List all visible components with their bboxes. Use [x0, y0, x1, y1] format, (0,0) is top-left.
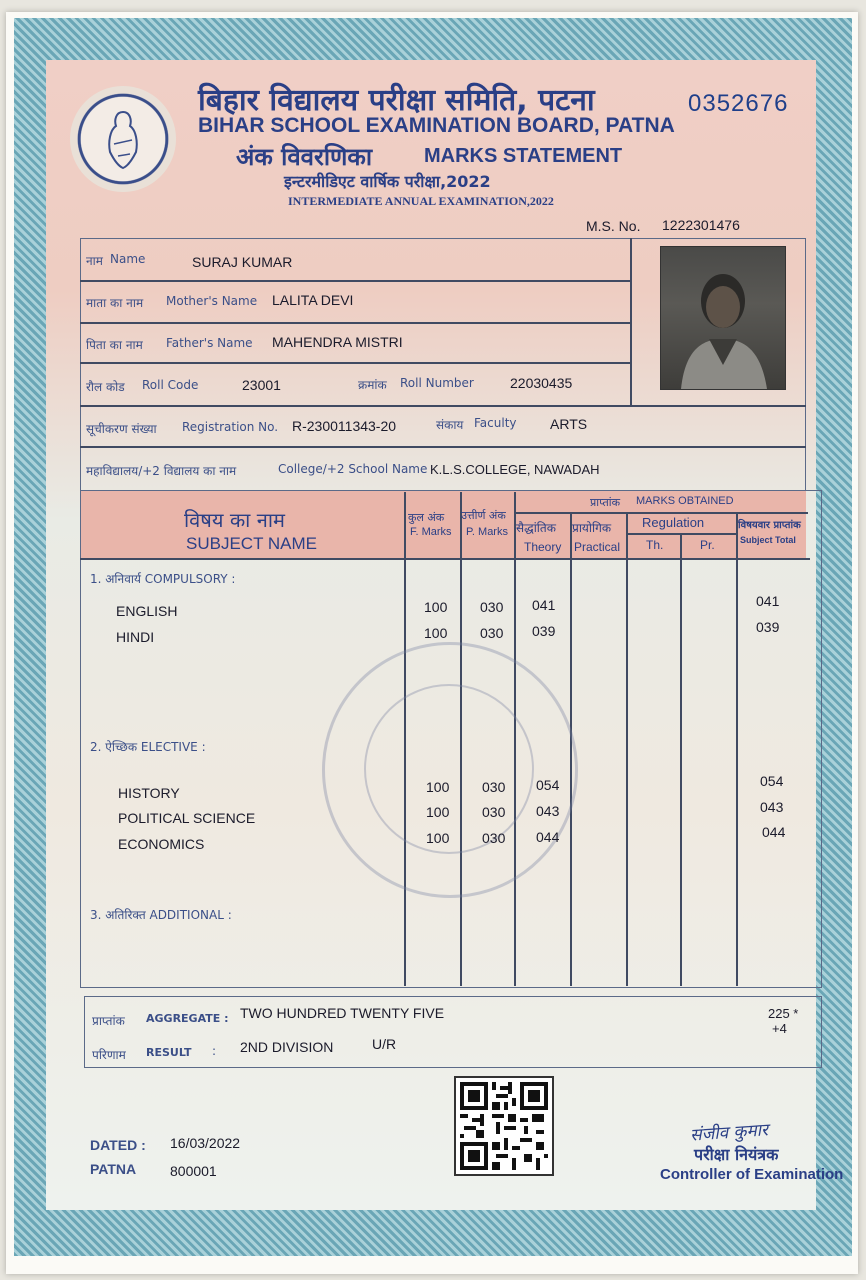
- mother-name: LALITA DEVI: [272, 292, 354, 308]
- divider: [630, 238, 632, 406]
- pin-code: 800001: [170, 1163, 217, 1179]
- board-title-hindi: बिहार विद्यालय परीक्षा समिति, पटना: [198, 83, 595, 118]
- divider: [80, 446, 806, 448]
- divider: [80, 405, 806, 407]
- aggregate-grace-marks: +4: [772, 1021, 787, 1036]
- theory-marks: 039: [532, 623, 556, 639]
- aggregate-label-en: AGGREGATE :: [146, 1012, 229, 1025]
- regulation-theory-header: Th.: [646, 538, 664, 552]
- result-category: U/R: [372, 1036, 397, 1052]
- divider: [626, 533, 738, 535]
- issue-date: 16/03/2022: [170, 1135, 241, 1151]
- theory-header-hi: सैद्धांतिक: [516, 521, 556, 535]
- divider: [680, 534, 682, 986]
- exam-title-hindi: इन्टरमीडिएट वार्षिक परीक्षा,2022: [284, 172, 491, 191]
- roll-code-label-en: Roll Code: [142, 378, 199, 392]
- faculty-label-en: Faculty: [474, 416, 517, 430]
- pass-marks: 030: [480, 625, 504, 641]
- result-colon: :: [212, 1044, 217, 1058]
- full-marks-header-en: F. Marks: [410, 526, 452, 538]
- college-label-en: College/+2 School Name: [278, 462, 428, 476]
- practical-header-hi: प्रायोगिक: [572, 521, 612, 535]
- full-marks: 100: [426, 830, 450, 846]
- ms-number: 1222301476: [662, 217, 740, 233]
- theory-header-en: Theory: [524, 540, 562, 554]
- controller-title-hindi: परीक्षा नियंत्रक: [694, 1145, 779, 1164]
- exam-title-english: INTERMEDIATE ANNUAL EXAMINATION,2022: [288, 194, 554, 208]
- student-photo: [660, 246, 786, 390]
- board-logo-emblem: [70, 86, 176, 192]
- roll-number: 22030435: [510, 375, 573, 391]
- theory-marks: 041: [532, 597, 556, 613]
- theory-marks: 044: [536, 829, 560, 845]
- roll-number-label-en: Roll Number: [400, 376, 474, 390]
- subject-total-header-en: Subject Total: [740, 535, 796, 545]
- mother-label-en: Mother's Name: [166, 294, 258, 308]
- roll-number-label-hi: क्रमांक: [358, 378, 387, 392]
- subject-name: ECONOMICS: [118, 836, 205, 852]
- practical-header-en: Practical: [574, 540, 621, 554]
- aggregate-result-box: [84, 996, 822, 1068]
- subject-name: POLITICAL SCIENCE: [118, 810, 256, 826]
- father-name: MAHENDRA MISTRI: [272, 334, 403, 350]
- full-marks: 100: [424, 625, 448, 641]
- regulation-header: Regulation: [642, 515, 705, 530]
- registration-label-en: Registration No.: [182, 420, 279, 434]
- registration-label-hi: सूचीकरण संख्या: [86, 422, 157, 436]
- subject-total: 044: [762, 824, 786, 840]
- result-label-hi: परिणाम: [92, 1048, 126, 1062]
- pass-marks: 030: [480, 599, 504, 615]
- college-label-hi: महाविद्यालय/+2 विद्यालय का नाम: [86, 464, 237, 478]
- theory-marks: 043: [536, 803, 560, 819]
- name-label-hi: नाम: [86, 254, 103, 268]
- serial-number: 0352676: [688, 90, 789, 117]
- father-label-hi: पिता का नाम: [86, 338, 143, 352]
- pass-marks: 030: [482, 830, 506, 846]
- divider: [736, 514, 738, 986]
- subject-total-header-hi: विषयवार प्राप्तांक: [738, 520, 801, 531]
- divider: [80, 280, 630, 282]
- subject-total: 043: [760, 799, 784, 815]
- subject-name: ENGLISH: [116, 603, 178, 619]
- result-label-en: RESULT: [146, 1046, 192, 1059]
- name-label-en: Name: [110, 252, 146, 266]
- full-marks: 100: [426, 804, 450, 820]
- subject-header-en: SUBJECT NAME: [186, 534, 317, 553]
- additional-section-label: 3. अतिरिक्त ADDITIONAL :: [90, 908, 232, 922]
- pass-marks: 030: [482, 779, 506, 795]
- place-label: PATNA: [90, 1161, 137, 1177]
- obtained-header-en: MARKS OBTAINED: [636, 495, 734, 507]
- faculty-label-hi: संकाय: [436, 418, 464, 432]
- compulsory-section-label: 1. अनिवार्य COMPULSORY :: [90, 572, 236, 586]
- subject-name: HINDI: [116, 629, 155, 645]
- full-marks: 100: [424, 599, 448, 615]
- subject-name: HISTORY: [118, 785, 180, 801]
- subject-total: 054: [760, 773, 784, 789]
- marks-statement-hindi: अंक विवरणिका: [236, 143, 373, 171]
- qr-code: [454, 1076, 554, 1176]
- controller-title-english: Controller of Examination: [660, 1166, 844, 1183]
- subject-total: 039: [756, 619, 780, 635]
- dated-label: DATED :: [90, 1137, 146, 1153]
- theory-marks: 054: [536, 777, 560, 793]
- faculty: ARTS: [550, 416, 588, 432]
- pass-marks: 030: [482, 804, 506, 820]
- mother-label-hi: माता का नाम: [86, 296, 144, 310]
- pass-marks-header-en: P. Marks: [466, 526, 508, 538]
- subject-header-hi: विषय का नाम: [184, 508, 285, 532]
- registration-number: R-230011343-20: [292, 418, 397, 434]
- regulation-practical-header: Pr.: [700, 538, 715, 552]
- elective-section-label: 2. ऐच्छिक ELECTIVE :: [90, 740, 206, 754]
- divider: [80, 362, 630, 364]
- student-name: SURAJ KUMAR: [192, 254, 293, 270]
- full-marks: 100: [426, 779, 450, 795]
- father-label-en: Father's Name: [166, 336, 253, 350]
- result-division: 2ND DIVISION: [240, 1039, 334, 1055]
- full-marks-header-hi: कुल अंक: [408, 511, 445, 524]
- roll-code-label-hi: रौल कोड: [86, 380, 125, 394]
- divider: [626, 514, 628, 986]
- board-title-english: BIHAR SCHOOL EXAMINATION BOARD, PATNA: [198, 114, 675, 137]
- college-name: K.L.S.COLLEGE, NAWADAH: [430, 462, 600, 477]
- aggregate-total: 225 *: [768, 1006, 799, 1021]
- obtained-header-hi: प्राप्तांक: [590, 496, 621, 509]
- subject-total: 041: [756, 593, 780, 609]
- roll-code: 23001: [242, 377, 281, 393]
- divider: [80, 558, 810, 560]
- board-seal-watermark-inner: [364, 684, 534, 854]
- pass-marks-header-hi: उत्तीर्ण अंक: [461, 509, 506, 522]
- divider: [514, 512, 808, 514]
- ms-number-label: M.S. No.: [586, 218, 641, 234]
- aggregate-in-words: TWO HUNDRED TWENTY FIVE: [240, 1005, 445, 1021]
- marks-statement-english: MARKS STATEMENT: [424, 145, 623, 167]
- divider: [80, 322, 630, 324]
- controller-signature: संजीव कुमार: [689, 1120, 769, 1146]
- aggregate-label-hi: प्राप्तांक: [92, 1014, 125, 1028]
